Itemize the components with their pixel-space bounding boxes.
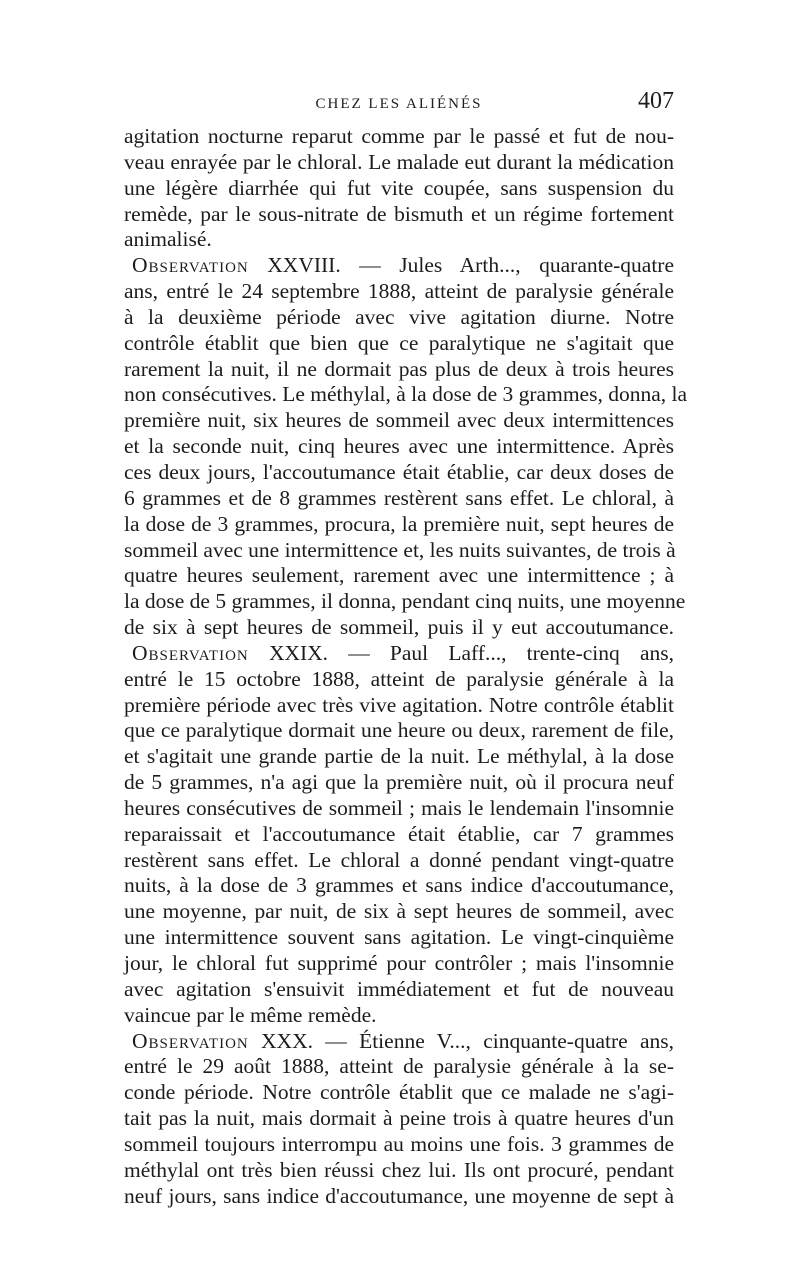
text-line: tait pas la nuit, mais dormait à peine trois à quatre heures d'un xyxy=(124,1106,674,1131)
text-line: vaincue par le même remède. xyxy=(124,1002,377,1027)
text-line: contrôle établit que bien que ce paralytique ne s'agitait que xyxy=(124,330,674,355)
text-line: restèrent sans effet. Le chloral a donné pendant vingt-quatre xyxy=(124,847,674,872)
text-line: non consécutives. Le méthylal, à la dose de 3 grammes, donna, la xyxy=(124,382,688,407)
text-line: que ce paralytique dormait une heure ou deux, rarement de file, xyxy=(124,718,674,743)
text-line: de six à sept heures de sommeil, puis il y eut accoutumance. xyxy=(124,615,674,640)
text-line: 6 grammes et de 8 grammes restèrent sans effet. Le chloral, à xyxy=(124,485,674,510)
text-line: une légère diarrhée qui fut vite coupée, sans suspension du xyxy=(124,175,674,200)
text-line: nuits, à la dose de 3 grammes et sans indice d'accoutumance, xyxy=(124,873,674,898)
text-line: remède, par le sous-nitrate de bismuth et un régime fortement xyxy=(124,201,674,226)
observation-number: XXX. — Étienne V..., cinquante-quatre ans, xyxy=(261,1028,674,1053)
text-line: rarement la nuit, il ne dormait pas plus de deux à trois heures xyxy=(124,356,674,381)
text-line: entré le 29 août 1888, atteint de paralysie générale à la se- xyxy=(124,1054,674,1079)
text-line: avec agitation s'ensuivit immédiatement et fut de nouveau xyxy=(124,976,674,1001)
text-line: animalisé. xyxy=(124,227,212,252)
observation-label: Observation xyxy=(132,253,249,278)
observation-number: XXVIII. — Jules Arth..., quarante-quatre xyxy=(267,253,675,278)
observation-heading-line xyxy=(124,641,674,667)
text-line: sommeil toujours interrompu au moins une fois. 3 grammes de xyxy=(124,1131,674,1156)
page-number: 407 xyxy=(638,88,674,114)
text-line: la dose de 5 grammes, il donna, pendant cinq nuits, une moyenne xyxy=(124,589,686,614)
running-head xyxy=(124,88,674,118)
text-line: méthylal ont très bien réussi chez lui. Ils ont procuré, pendant xyxy=(124,1157,674,1182)
text-line: à la deuxième période avec vive agitation diurne. Notre xyxy=(124,304,674,329)
text-line: une moyenne, par nuit, de six à sept heures de sommeil, avec xyxy=(124,899,674,924)
text-line: première nuit, six heures de sommeil avec deux intermittences xyxy=(124,408,674,433)
text-line: neuf jours, sans indice d'accoutumance, une moyenne de sept à xyxy=(124,1183,674,1208)
text-line: ans, entré le 24 septembre 1888, atteint de paralysie générale xyxy=(124,279,674,304)
text-line: conde période. Notre contrôle établit que ce malade ne s'agi- xyxy=(124,1080,674,1105)
text-line: une intermittence souvent sans agitation. Le vingt-cinquième xyxy=(124,925,674,950)
text-line: première période avec très vive agitation. Notre contrôle établit xyxy=(124,692,674,717)
text-line: heures consécutives de sommeil ; mais le lendemain l'insomnie xyxy=(124,795,674,820)
text-line: la dose de 3 grammes, procura, la première nuit, sept heures de xyxy=(124,511,674,536)
text-line: de 5 grammes, n'a agi que la première nuit, où il procura neuf xyxy=(124,770,674,795)
observation-label: Observation xyxy=(132,640,249,665)
observation-number: XXIX. — Paul Laff..., trente-cinq ans, xyxy=(268,640,674,665)
text-line: entré le 15 octobre 1888, atteint de paralysie générale à la xyxy=(124,666,674,691)
text-line: sommeil avec une intermittence et, les nuits suivantes, de trois à xyxy=(124,537,676,562)
text-line: reparaissait et l'accoutumance était établie, car 7 grammes xyxy=(124,821,674,846)
observation-label: Observation xyxy=(132,1028,249,1053)
text-line: et la seconde nuit, cinq heures avec une intermittence. Après xyxy=(124,434,674,459)
running-title: CHEZ LES ALIÉNÉS xyxy=(315,96,483,112)
observation-heading-line xyxy=(124,1029,674,1055)
text-line: veau enrayée par le chloral. Le malade eut durant la médication xyxy=(124,149,674,174)
text-line: et s'agitait une grande partie de la nuit. Le méthylal, à la dose xyxy=(124,744,674,769)
observation-heading-line xyxy=(124,253,674,279)
text-line: agitation nocturne reparut comme par le passé et fut de nou- xyxy=(124,124,674,148)
text-line: jour, le chloral fut supprimé pour contrôler ; mais l'insomnie xyxy=(124,951,674,975)
text-line: quatre heures seulement, rarement avec une intermittence ; à xyxy=(124,563,674,588)
body-text xyxy=(124,124,688,1209)
text-line: ces deux jours, l'accoutumance était établie, car deux doses de xyxy=(124,459,674,484)
